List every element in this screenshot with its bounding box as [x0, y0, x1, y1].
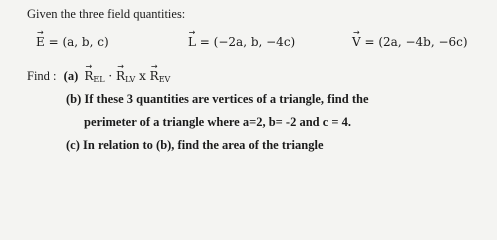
part-b-line-2: perimeter of a triangle where a=2, b= -2 and c = 4.	[84, 115, 352, 129]
find-part-a	[27, 64, 170, 84]
find-label: Find :	[27, 69, 57, 83]
vector-r-ev: → R	[149, 62, 159, 83]
part-c: (c) In relation to (b), find the area of the triangle	[66, 138, 324, 152]
vector-l-symbol: → L	[188, 28, 196, 49]
cross-operator: x	[139, 69, 146, 83]
part-a-prefix: (a)	[63, 69, 79, 83]
vector-r-lv: → R	[116, 62, 126, 83]
subscript-lv: LV	[125, 75, 136, 84]
part-b-line-1: (b) If these 3 quantities are vertices of a triangle, find the	[66, 92, 369, 106]
quantity-v	[352, 30, 468, 49]
subscript-ev: EV	[158, 75, 171, 84]
vector-v-symbol: → V	[352, 28, 361, 49]
quantity-e	[36, 30, 109, 49]
dot-operator: ·	[108, 69, 113, 83]
vector-r-el: → R	[84, 62, 94, 83]
quantity-l-expression: = (−2a, b, −4c)	[199, 35, 296, 49]
intro-text: Given the three field quantities:	[27, 7, 186, 21]
quantity-l	[188, 30, 295, 49]
vector-e-symbol: → E	[36, 28, 45, 49]
subscript-el: EL	[93, 75, 105, 84]
quantity-e-expression: = (a, b, c)	[48, 35, 109, 49]
quantity-v-expression: = (2a, −4b, −6c)	[364, 35, 468, 49]
